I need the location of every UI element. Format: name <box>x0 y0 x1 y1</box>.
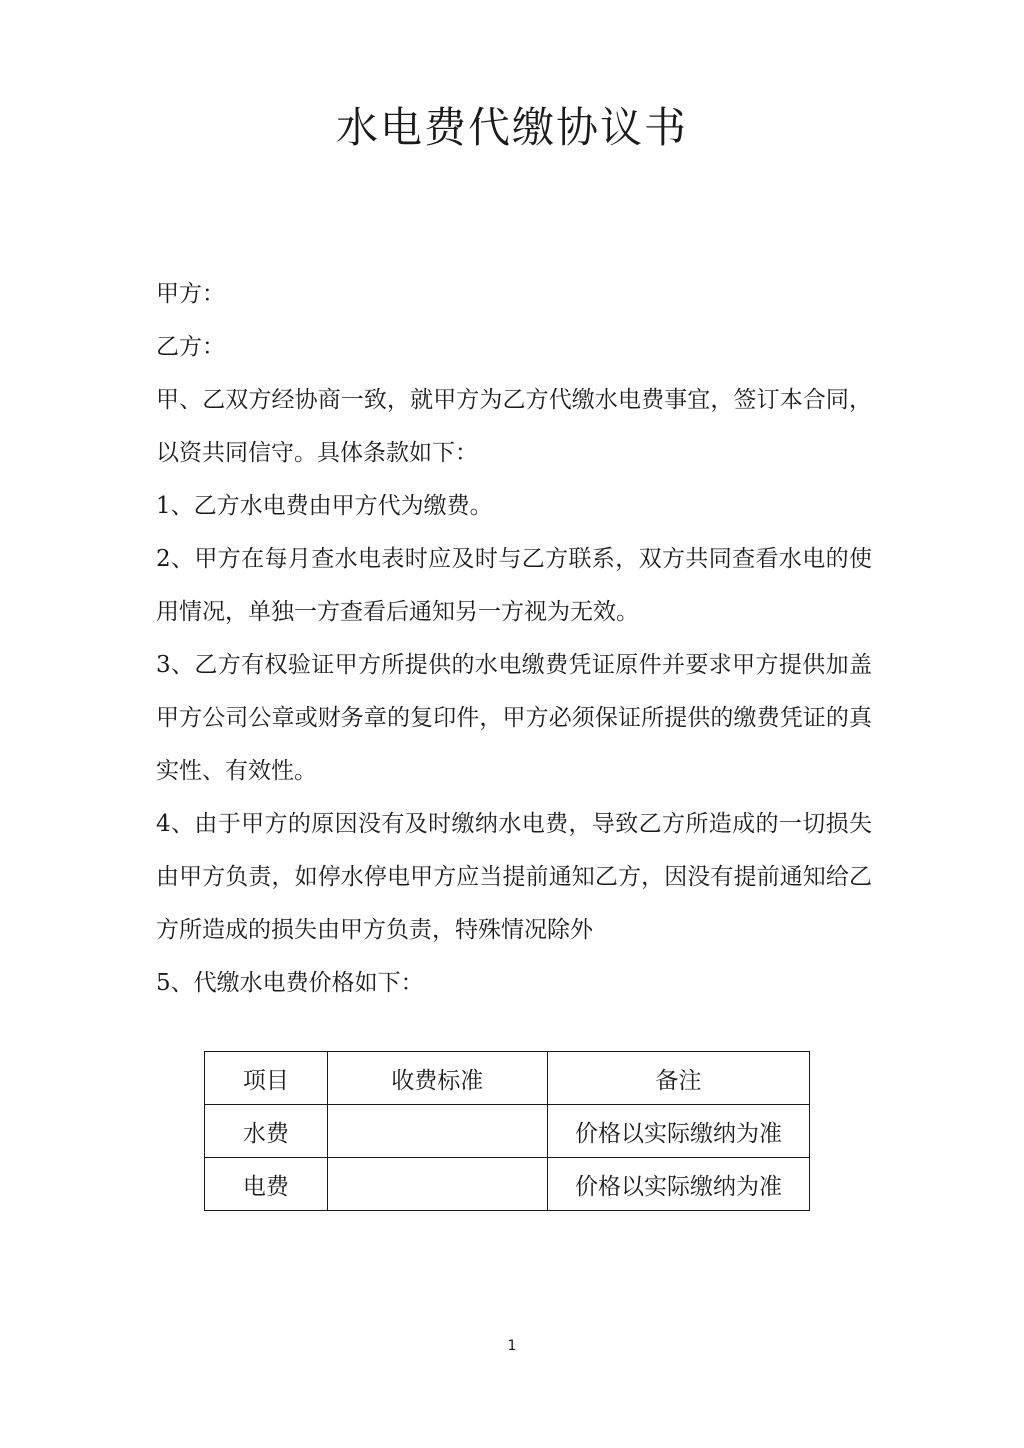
table-cell-item: 电费 <box>205 1158 328 1211</box>
party-a-line: 甲方： <box>156 281 225 307</box>
party-b-line: 乙方： <box>156 334 225 360</box>
clause-3: 3、乙方有权验证甲方所提供的水电缴费凭证原件并要求甲方提供加盖甲方公司公章或财务章的复印件，甲方必须保证所提供的缴费凭证的真实性、有效性。 <box>156 652 872 784</box>
table-header-row <box>205 1052 810 1105</box>
table-header-item: 项目 <box>205 1052 328 1105</box>
table-cell-note: 价格以实际缴纳为准 <box>547 1105 809 1158</box>
table-header-note: 备注 <box>547 1052 809 1105</box>
table-header-standard: 收费标准 <box>327 1052 547 1105</box>
table-cell-standard <box>327 1158 547 1211</box>
intro-paragraph: 甲、乙双方经协商一致，就甲方为乙方代缴水电费事宜，签订本合同，以资共同信守。具体条款如下： <box>156 387 872 466</box>
fee-table <box>204 1051 810 1211</box>
table-cell-standard <box>327 1105 547 1158</box>
table-row <box>205 1105 810 1158</box>
clause-2: 2、甲方在每月查水电表时应及时与乙方联系，双方共同查看水电的使用情况，单独一方查看后通知另一方视为无效。 <box>156 546 872 625</box>
page-number: 1 <box>507 1338 517 1354</box>
document-body <box>156 268 872 1010</box>
clause-5: 5、代缴水电费价格如下： <box>156 970 424 996</box>
document-title: 水电费代缴协议书 <box>335 103 688 152</box>
table-cell-item: 水费 <box>205 1105 328 1158</box>
table-cell-note: 价格以实际缴纳为准 <box>547 1158 809 1211</box>
clause-4: 4、由于甲方的原因没有及时缴纳水电费，导致乙方所造成的一切损失由甲方负责，如停水停电甲方应当提前通知乙方，因没有提前通知给乙方所造成的损失由甲方负责，特殊情况除外 <box>156 811 872 943</box>
clause-1: 1、乙方水电费由甲方代为缴费。 <box>156 493 493 519</box>
table-row <box>205 1158 810 1211</box>
